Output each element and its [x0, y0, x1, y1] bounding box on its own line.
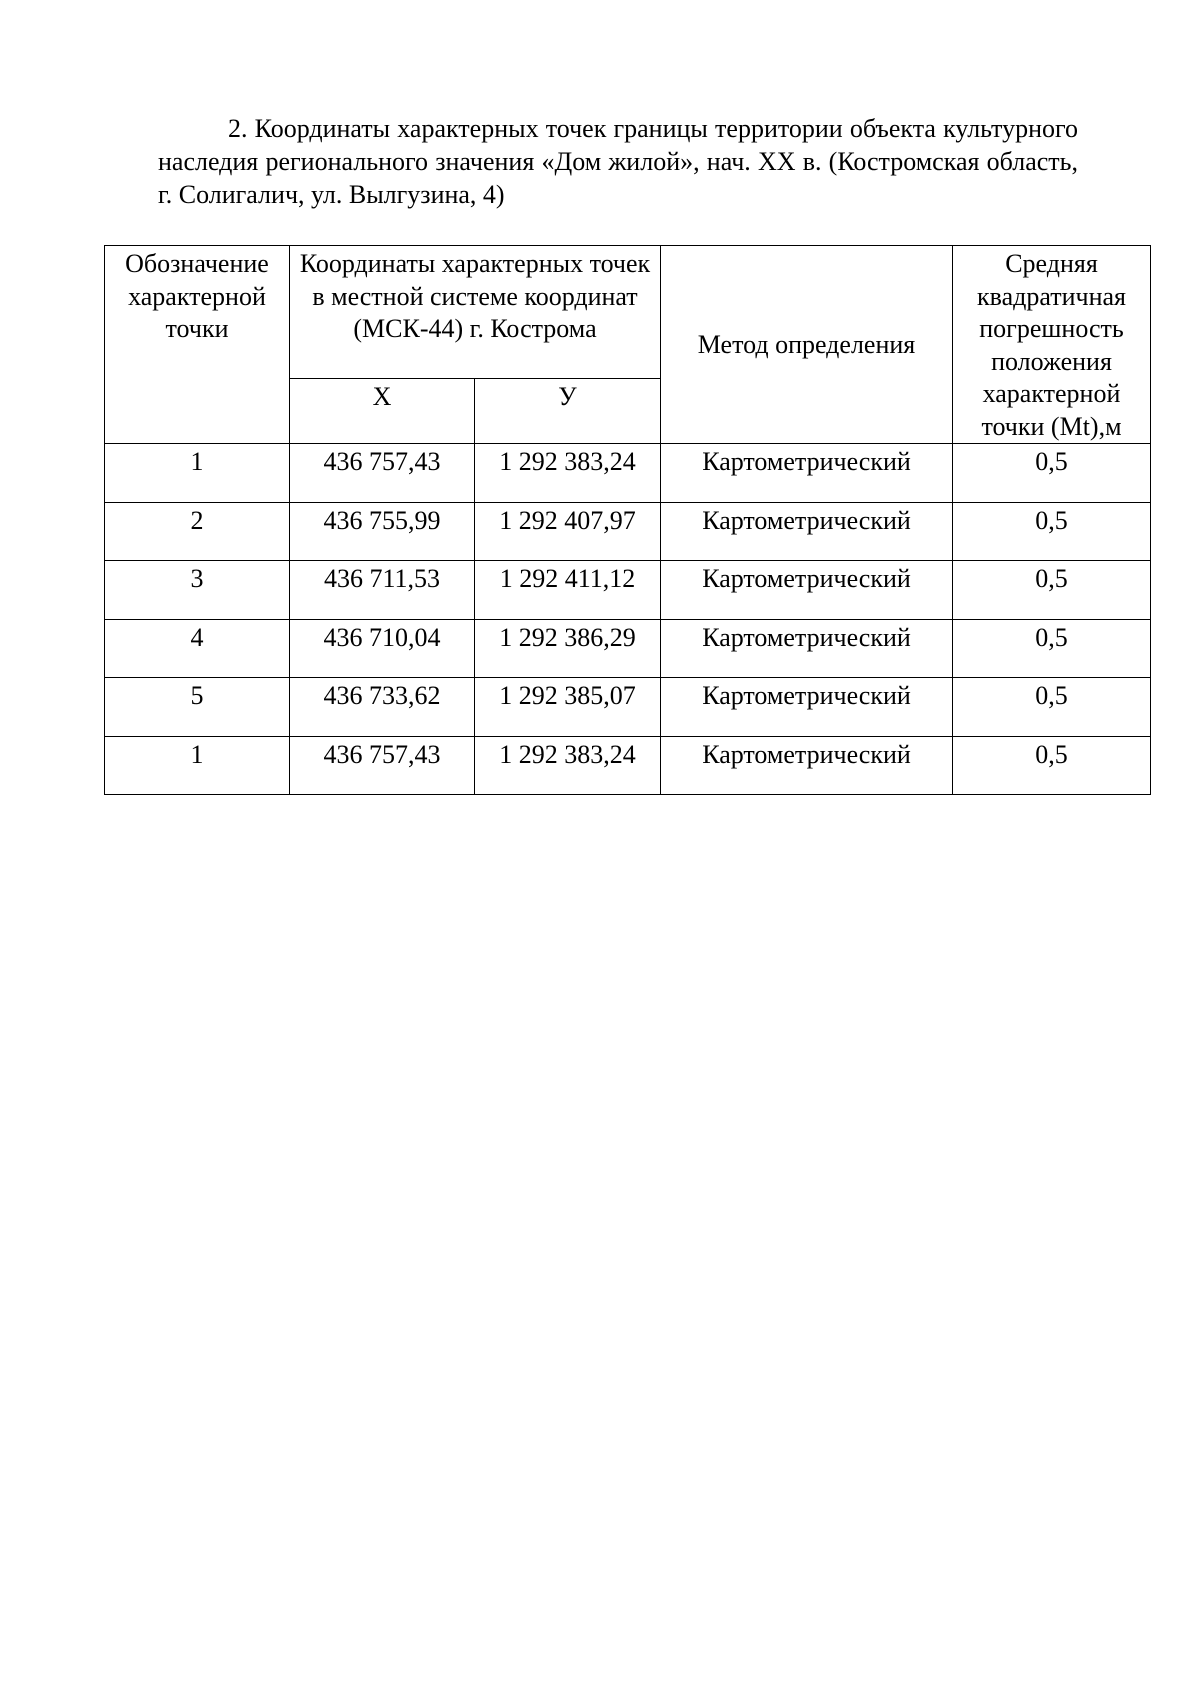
table-row — [105, 619, 1151, 678]
cell-y: 1 292 385,07 — [475, 678, 661, 737]
cell-error: 0,5 — [953, 561, 1151, 620]
table-row — [105, 502, 1151, 561]
cell-method: Картометрический — [661, 619, 953, 678]
cell-error: 0,5 — [953, 619, 1151, 678]
header-x: Х — [290, 379, 475, 444]
cell-method: Картометрический — [661, 561, 953, 620]
cell-method: Картометрический — [661, 444, 953, 503]
table-body — [105, 444, 1151, 795]
header-point: Обозначение характерной точки — [105, 246, 290, 444]
table-header — [105, 246, 1151, 444]
cell-y: 1 292 386,29 — [475, 619, 661, 678]
cell-error: 0,5 — [953, 678, 1151, 737]
cell-x: 436 757,43 — [290, 736, 475, 795]
cell-error: 0,5 — [953, 444, 1151, 503]
header-row-1 — [105, 246, 1151, 379]
cell-point: 5 — [105, 678, 290, 737]
cell-method: Картометрический — [661, 502, 953, 561]
cell-error: 0,5 — [953, 502, 1151, 561]
section-heading — [158, 112, 1078, 211]
cell-x: 436 733,62 — [290, 678, 475, 737]
table-row — [105, 736, 1151, 795]
cell-point: 4 — [105, 619, 290, 678]
table-row — [105, 678, 1151, 737]
header-y: У — [475, 379, 661, 444]
header-coords: Координаты характерных точек в местной системе координат (МСК-44) г. Кострома — [290, 246, 661, 379]
header-method: Метод определения — [661, 246, 953, 444]
cell-x: 436 711,53 — [290, 561, 475, 620]
cell-point: 1 — [105, 444, 290, 503]
cell-x: 436 710,04 — [290, 619, 475, 678]
cell-y: 1 292 407,97 — [475, 502, 661, 561]
coordinates-table — [104, 245, 1151, 795]
table-row — [105, 561, 1151, 620]
cell-method: Картометрический — [661, 678, 953, 737]
header-error: Средняя квадратичная погрешность положения характерной точки (Mt),м — [953, 246, 1151, 444]
heading-text: 2. Координаты характерных точек границы территории объекта культурного наследия регионального значения «Дом жилой», нач. XX в. (Костромская область, г. Солигалич, ул. Вылгузина, 4) — [158, 114, 1078, 209]
cell-y: 1 292 411,12 — [475, 561, 661, 620]
cell-y: 1 292 383,24 — [475, 444, 661, 503]
cell-method: Картометрический — [661, 736, 953, 795]
cell-error: 0,5 — [953, 736, 1151, 795]
cell-point: 3 — [105, 561, 290, 620]
cell-x: 436 755,99 — [290, 502, 475, 561]
cell-x: 436 757,43 — [290, 444, 475, 503]
cell-point: 1 — [105, 736, 290, 795]
cell-point: 2 — [105, 502, 290, 561]
table-row — [105, 444, 1151, 503]
cell-y: 1 292 383,24 — [475, 736, 661, 795]
